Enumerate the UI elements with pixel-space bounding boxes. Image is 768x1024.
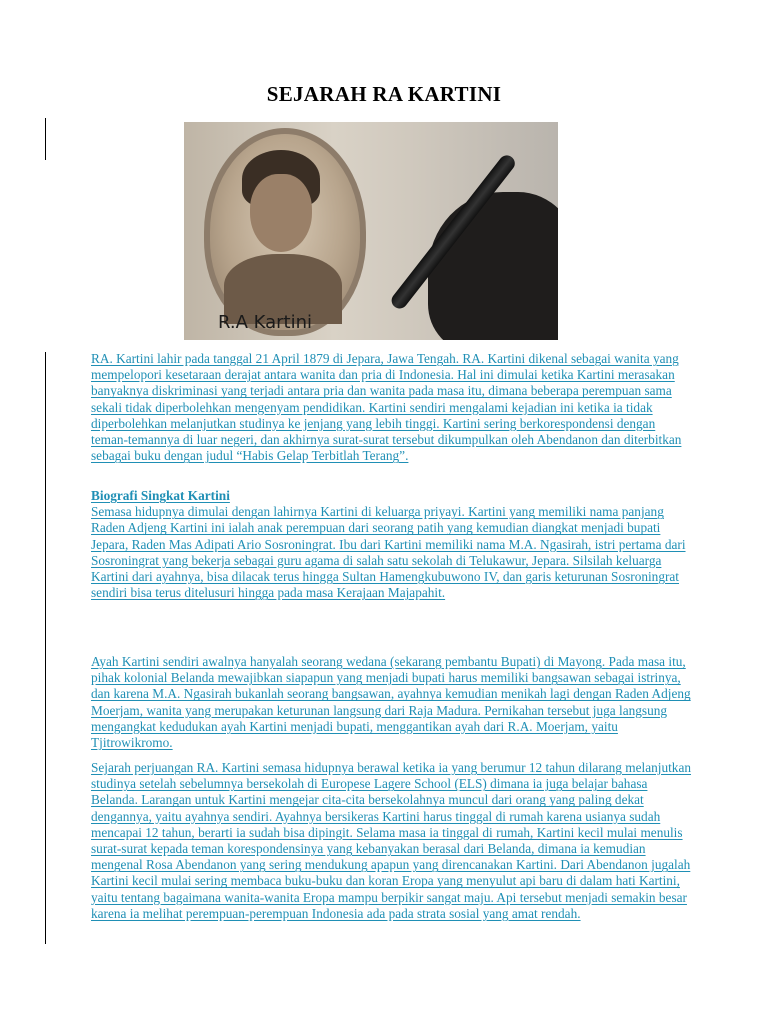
writing-hand xyxy=(428,192,558,340)
paragraph-ayah-text[interactable]: Ayah Kartini sendiri awalnya hanyalah seorang wedana (sekarang pembantu Bupati) di Mayong. Pada masa itu, pihak kolonial Belanda mewajibkan siapapun yang menjadi bupati harus memiliki bangsawan sebagai istrinya, dan karena M.A. Ngasirah bukanlah seorang bangsawan, ayahnya kemudian menikah lagi dengan Raden Adjeng Moerjam, wanita yang merupakan keturunan langsung dari Raja Madura. Pernikahan tersebut juga langsung mengangkat kedudukan ayah Kartini menjadi bupati, menggantikan ayah dari R.A. Moerjam, yaitu Tjitrowikromo. xyxy=(91,654,691,751)
paragraph-intro-text[interactable]: RA. Kartini lahir pada tanggal 21 April 1879 di Jepara, Jawa Tengah. RA. Kartini dikenal sebagai wanita yang mempelopori kesetaraan derajat antara wanita dan pria di Indonesia. Hal ini dimulai ketika Kartini merasakan banyaknya diskriminasi yang terjadi antara pria dan wanita pada masa itu, dimana beberapa perempuan sama sekali tidak diperbolehkan mengenyam pendidikan. Kartini sendiri mengalami kejadian ini ketika ia tidak diperbolehkan melanjutkan studinya ke jenjang yang lebih tinggi. Kartini sering berkorespondensi dengan teman-temannya di luar negeri, dan akhirnya surat-surat tersebut dikumpulkan oleh Abendanon dan diterbitkan sebagai buku dengan judul “Habis Gelap Terbitlah Terang”. xyxy=(91,351,682,464)
paragraph-biografi[interactable]: Semasa hidupnya dimulai dengan lahirnya Kartini di keluarga priyayi. Kartini yang memiliki nama panjang Raden Adjeng Kartini ini ialah anak perempuan dari seorang patih yang kemudian diangkat menjadi bupati Jepara, Raden Mas Adipati Ario Sosroningrat. Ibu dari Kartini memiliki nama M.A. Ngasirah, istri pertama dari Sosroningrat yang bekerja sebagai guru agama di salah satu sekolah di Telukawur, Jepara. Silsilah keluarga Kartini dari ayahnya, bisa dilacak terus hingga Sultan Hamengkubuwono IV, dan garis keturunan Sosroningrat sendiri bisa terus ditelusuri hingga pada masa Kerajaan Majapahit. xyxy=(91,504,686,601)
margin-bar-top xyxy=(45,118,46,160)
paragraph-perjuangan xyxy=(91,760,691,922)
section-biografi xyxy=(91,488,691,601)
paragraph-intro xyxy=(91,351,691,464)
paragraph-perjuangan-text[interactable]: Sejarah perjuangan RA. Kartini semasa hidupnya berawal ketika ia yang berumur 12 tahun dilarang melanjutkan studinya setelah sebelumnya bersekolah di Europese Lagere School (ELS) dimana ia juga belajar bahasa Belanda. Larangan untuk Kartini mengejar cita-cita bersekolahnya muncul dari orang yang paling dekat dengannya, yaitu ayahnya sendiri. Ayahnya bersikeras Kartini harus tinggal di rumah karena usianya sudah mencapai 12 tahun, berarti ia sudah bisa dipingit. Selama masa ia tinggal di rumah, Kartini kecil mulai menulis surat-surat kepada teman korespondensinya yang kebanyakan berasal dari Belanda, dimana ia kemudian mengenal Rosa Abendanon yang sering mendukung apapun yang direncanakan Kartini. Dari Abendanon jugalah Kartini kecil mulai sering membaca buku-buku dan koran Eropa yang menyulut api baru di dalam hati Kartini, yaitu tentang bagaimana wanita-wanita Eropa mampu berpikir sangat maju. Api tersebut menjadi semakin besar karena ia melihat perempuan-perempuan Indonesia ada pada strata sosial yang amat rendah. xyxy=(91,760,692,921)
portrait-face xyxy=(250,174,312,252)
section-heading[interactable]: Biografi Singkat Kartini xyxy=(91,488,230,503)
photo-caption: R.A Kartini xyxy=(218,312,313,333)
margin-bar-main xyxy=(45,352,46,944)
page-title: SEJARAH RA KARTINI xyxy=(266,82,502,106)
kartini-photo xyxy=(184,122,558,340)
paragraph-ayah xyxy=(91,654,691,751)
